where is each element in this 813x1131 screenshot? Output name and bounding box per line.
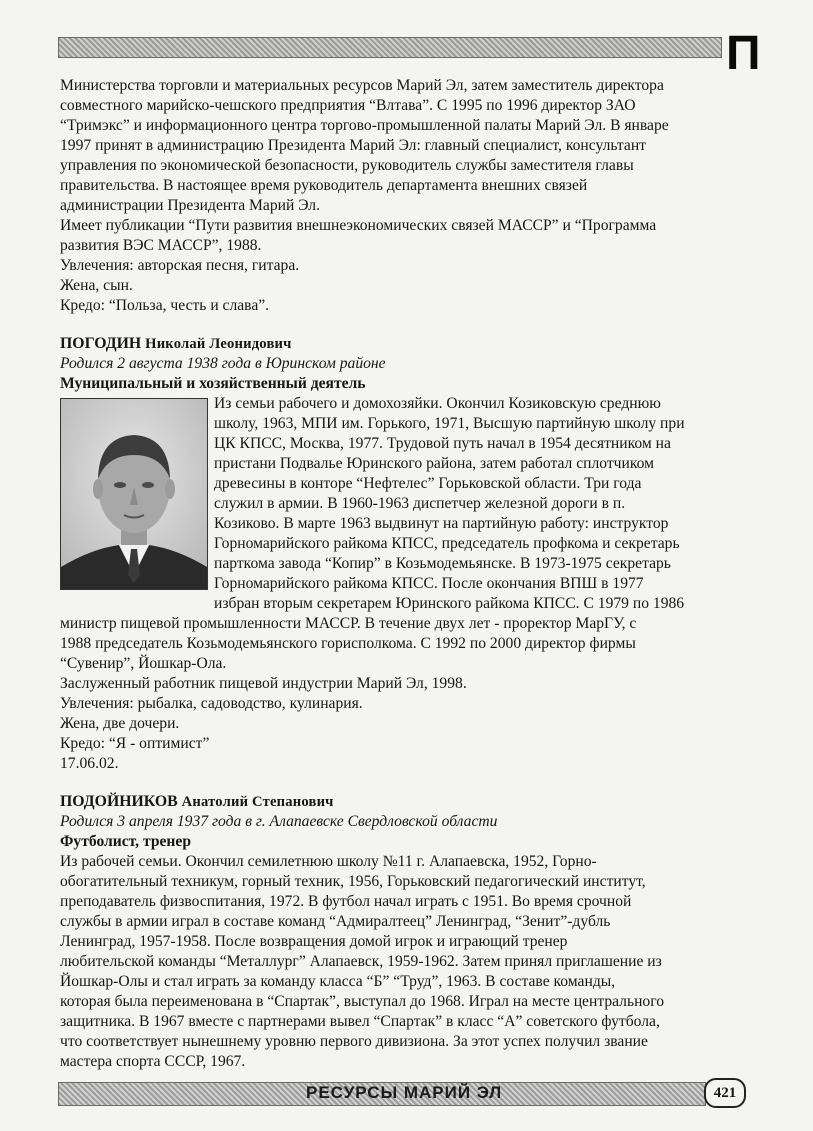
text-line: обогатительный техникум, горный техник, 1956, Горьковский педагогический институт, — [60, 873, 646, 890]
text-line: которая была переименована в “Спартак”, выступал до 1968. Играл на месте центрального — [60, 993, 665, 1010]
text-line: Йошкар-Олы и стал играть за команду класса “Б” “Труд”, 1963. В составе команды, — [60, 973, 616, 990]
text-line: защитника. В 1967 вместе с партнерами вывел “Спартак” в класс “А” советского футбола, — [60, 1013, 660, 1030]
text-line: ЦК КПСС, Москва, 1977. Трудовой путь начал в 1954 десятником на — [214, 435, 671, 452]
text-line: Кредо: “Я - оптимист” — [60, 735, 210, 752]
text-line: министр пищевой промышленности МАССР. В течение двух лет - проректор МарГУ, с — [60, 615, 637, 632]
entry-given-names: Анатолий Степанович — [181, 794, 334, 810]
text-line: Горномарийского райкома КПСС. После окончания ВПШ в 1977 — [214, 575, 644, 592]
section-letter: П — [726, 27, 761, 80]
text-line: управления по экономической безопасности, руководитель службы заместителя главы — [60, 157, 634, 174]
portrait-photo-icon — [60, 398, 208, 590]
entry-role: Муниципальный и хозяйственный деятель — [60, 375, 366, 392]
text-line: Министерства торговли и материальных ресурсов Марий Эл, затем заместитель директора — [60, 77, 664, 94]
text-line: 17.06.02. — [60, 755, 119, 772]
entry-birth: Родился 2 августа 1938 года в Юринском районе — [60, 355, 386, 372]
text-line: Из семьи рабочего и домохозяйки. Окончил Козиковскую среднюю — [214, 395, 661, 412]
text-line: 1997 принят в администрацию Президента Марий Эл: главный специалист, консультант — [60, 137, 646, 154]
text-line: что соответствует нынешнему уровню первого дивизиона. За этот успех получил звание — [60, 1033, 648, 1050]
text-line: избран вторым секретарем Юринского райкома КПСС. С 1979 по 1986 — [214, 595, 685, 612]
text-line: парткома завода “Копир” в Козьмодемьянске. В 1973-1975 секретарь — [214, 555, 671, 572]
text-line: Козиково. В марте 1963 выдвинут на партийную работу: инструктор — [214, 515, 669, 532]
text-line: преподаватель физвоспитания, 1972. В футбол начал играть с 1951. Во время срочной — [60, 893, 632, 910]
text-line: Увлечения: авторская песня, гитара. — [60, 257, 300, 274]
text-line: Имеет публикации “Пути развития внешнеэкономических связей МАССР” и “Программа — [60, 217, 657, 234]
text-line: правительства. В настоящее время руководитель департамента внешних связей — [60, 177, 588, 194]
text-line: Увлечения: рыбалка, садоводство, кулинария. — [60, 695, 363, 712]
entry-text — [60, 614, 768, 774]
text-line: “Тримэкс” и информационного центра торгово-промышленной палаты Марий Эл. В январе — [60, 117, 669, 134]
text-line: Из рабочей семьи. Окончил семилетнюю школу №11 г. Алапаевска, 1952, Горно- — [60, 853, 597, 870]
text-line: службы в армии играл в составе команд “Адмиралтеец” Ленинград, “Зенит”-дубль — [60, 913, 611, 930]
text-line: любительской команды “Металлург” Алапаевск, 1959-1962. Затем принял приглашение из — [60, 953, 662, 970]
text-line: Жена, сын. — [60, 277, 133, 294]
header-band — [58, 37, 722, 58]
entry-text — [60, 852, 768, 1072]
page-body — [60, 76, 768, 1072]
entry-surname: ПОДОЙНИКОВ — [60, 793, 178, 810]
text-line: Заслуженный работник пищевой индустрии Марий Эл, 1998. — [60, 675, 467, 692]
entry-heading — [60, 792, 768, 812]
text-line: Жена, две дочери. — [60, 715, 180, 732]
entry-role: Футболист, тренер — [60, 833, 191, 850]
text-line: Кредо: “Польза, честь и слава”. — [60, 297, 270, 314]
entry-given-names: Николай Леонидович — [145, 336, 292, 352]
text-line: мастера спорта СССР, 1967. — [60, 1053, 246, 1070]
text-line: совместного марийско-чешского предприятия “Влтава”. С 1995 по 1996 директор ЗАО — [60, 97, 636, 114]
text-line: 1988 председатель Козьмодемьянского горисполкома. С 1992 по 2000 директор фирмы — [60, 635, 636, 652]
footer-title: РЕСУРСЫ МАРИЙ ЭЛ — [306, 1083, 503, 1102]
text-line: школу, 1963, МПИ им. Горького, 1971, Высшую партийную школу при — [214, 415, 685, 432]
text-line: Ленинград, 1957-1958. После возвращения домой игрок и играющий тренер — [60, 933, 568, 950]
page-number: 421 — [704, 1078, 746, 1108]
text-line: служил в армии. В 1960-1963 диспетчер железной дороги в п. — [214, 495, 626, 512]
entry-birth: Родился 3 апреля 1937 года в г. Алапаевске Свердловской области — [60, 813, 498, 830]
entry-photo-block — [60, 394, 768, 614]
text-line: Горномарийского райкома КПСС, председатель профкома и секретарь — [214, 535, 680, 552]
text-line: древесины в конторе “Нефтелес” Горьковской области. Три года — [214, 475, 642, 492]
continuation-paragraph — [60, 76, 768, 316]
text-line: пристани Подвалье Юринского района, затем работал сплотчиком — [214, 455, 654, 472]
text-line: администрации Президента Марий Эл. — [60, 197, 320, 214]
entry-heading — [60, 334, 768, 354]
text-line: развития ВЭС МАССР”, 1988. — [60, 237, 262, 254]
text-line: “Сувенир”, Йошкар-Ола. — [60, 655, 227, 672]
entry-surname: ПОГОДИН — [60, 335, 142, 352]
